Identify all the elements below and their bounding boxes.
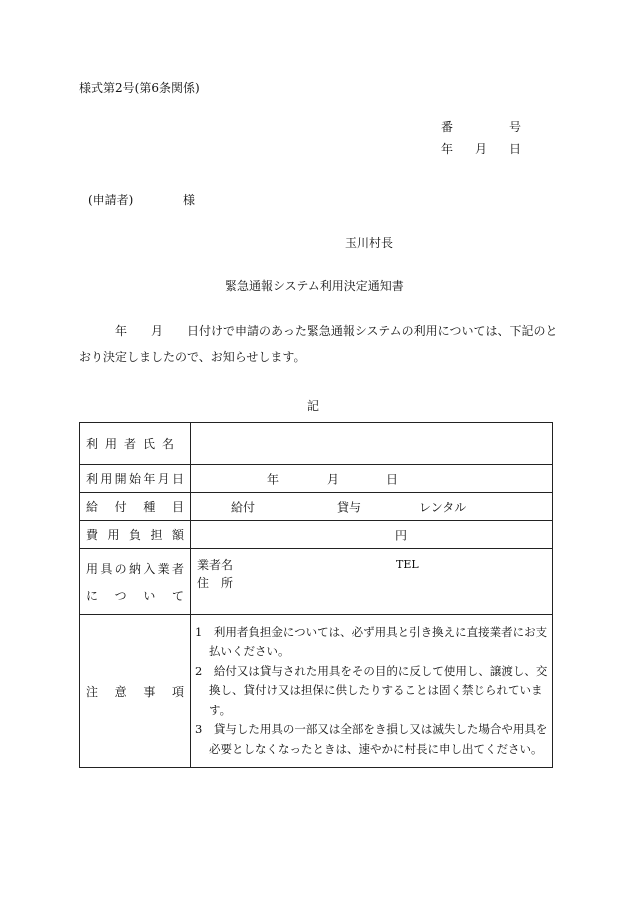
user-name-value-cell[interactable] (191, 423, 553, 465)
label-char: 年 (143, 472, 156, 486)
label-char: 注 (86, 684, 99, 699)
table-row-notes (80, 615, 553, 768)
body-year: 年 (115, 324, 128, 338)
cost-value-cell[interactable] (191, 521, 553, 549)
table-row-cost (80, 521, 553, 549)
label-char: 始 (128, 472, 141, 486)
cost-label-cell (80, 521, 191, 549)
label-char: 付 (114, 500, 127, 514)
label-char: 利 (86, 437, 99, 451)
type-option-loan[interactable]: 貸与 (337, 500, 362, 514)
vendor-name-label: 業者名 (197, 558, 234, 572)
decision-table (79, 422, 553, 768)
label-char: 用 (100, 472, 113, 486)
vendor-value-cell[interactable] (191, 549, 553, 615)
label-char: 開 (114, 472, 127, 486)
form-number: 様式第2号(第6条関係) (79, 81, 200, 95)
type-label-cell (80, 493, 191, 521)
start-date-day: 日 (386, 472, 399, 486)
cost-unit: 円 (395, 528, 408, 542)
number-label-ban: 番 (441, 120, 454, 134)
label-char: 意 (114, 684, 127, 699)
start-date-year: 年 (267, 472, 280, 486)
note-item: 3 貸与した用具の一部又は全部をき損し又は滅失した場合や用具を必要としなくなったときは、速やかに村長に申し出てください。 (195, 722, 548, 756)
addressee-applicant: (申請者) (88, 193, 134, 207)
label-char: 氏 (142, 437, 155, 451)
label-char: 給 (86, 500, 99, 514)
label-char: に (86, 588, 99, 603)
vendor-label-cell (80, 549, 191, 615)
label-char: 者 (171, 561, 184, 576)
label-char: 費 (86, 528, 99, 542)
label-char: て (171, 588, 184, 603)
label-char: の (114, 561, 127, 576)
notes-label-cell (80, 615, 191, 768)
label-char: 事 (143, 684, 156, 699)
label-char: 業 (157, 561, 170, 576)
document-title: 緊急通報システム利用決定通知書 (225, 279, 404, 293)
label-char: 担 (150, 528, 163, 542)
table-row-vendor (80, 549, 553, 615)
body-text-line1: 日付けで申請のあった緊急通報システムの利用については、下記のと (187, 324, 558, 338)
date-day-label: 日 (508, 142, 521, 156)
label-char: 目 (171, 500, 184, 514)
table-row-type (80, 493, 553, 521)
type-value-cell[interactable] (191, 493, 553, 521)
number-label-go: 号 (508, 120, 521, 134)
vendor-address-label: 住 所 (197, 576, 234, 590)
label-char: 額 (171, 528, 184, 542)
vendor-tel-label: TEL (396, 558, 419, 571)
note-item: 1 利用者負担金については、必ず用具と引き換えに直接業者にお支払いください。 (195, 624, 548, 659)
type-option-rental[interactable]: レンタル (419, 500, 467, 514)
table-row-user-name (80, 423, 553, 465)
ki-heading: 記 (307, 399, 320, 413)
label-char: 具 (100, 561, 113, 576)
label-char: 月 (157, 472, 170, 486)
label-char: 日 (171, 472, 184, 486)
label-char: 者 (123, 437, 136, 451)
body-line-2: おり決定しましたので、お知らせします。 (79, 350, 306, 364)
label-char: つ (114, 588, 127, 603)
label-char: 負 (128, 528, 141, 542)
label-char: 項 (171, 684, 184, 699)
label-char: 利 (86, 472, 99, 486)
type-option-grant[interactable]: 給付 (231, 500, 256, 514)
label-char: 用 (104, 437, 117, 451)
label-char: 用 (107, 528, 120, 542)
note-item: 2 給付又は貸与された用具をその目的に反して使用し、譲渡し、交換し、貸付け又は担保に供したりすることは固く禁じられています。 (195, 663, 548, 717)
label-char: 名 (161, 437, 174, 451)
label-char: 納 (128, 561, 141, 576)
start-date-label-cell (80, 465, 191, 493)
table-row-start-date (80, 465, 553, 493)
label-char: 種 (143, 500, 156, 514)
label-char: 入 (143, 561, 156, 576)
issuer-name: 玉川村長 (345, 236, 394, 250)
addressee-honorific: 様 (183, 193, 196, 207)
document-number-line (441, 120, 521, 134)
user-name-label-cell (80, 423, 191, 465)
label-char: い (143, 588, 156, 603)
date-year-label: 年 (441, 142, 454, 156)
notes-content-cell (191, 615, 553, 768)
document-date-line (441, 142, 521, 156)
date-month-label: 月 (474, 142, 487, 156)
body-month: 月 (151, 324, 164, 338)
start-date-month: 月 (327, 472, 340, 486)
label-char: 用 (86, 561, 99, 576)
start-date-value-cell[interactable] (191, 465, 553, 493)
